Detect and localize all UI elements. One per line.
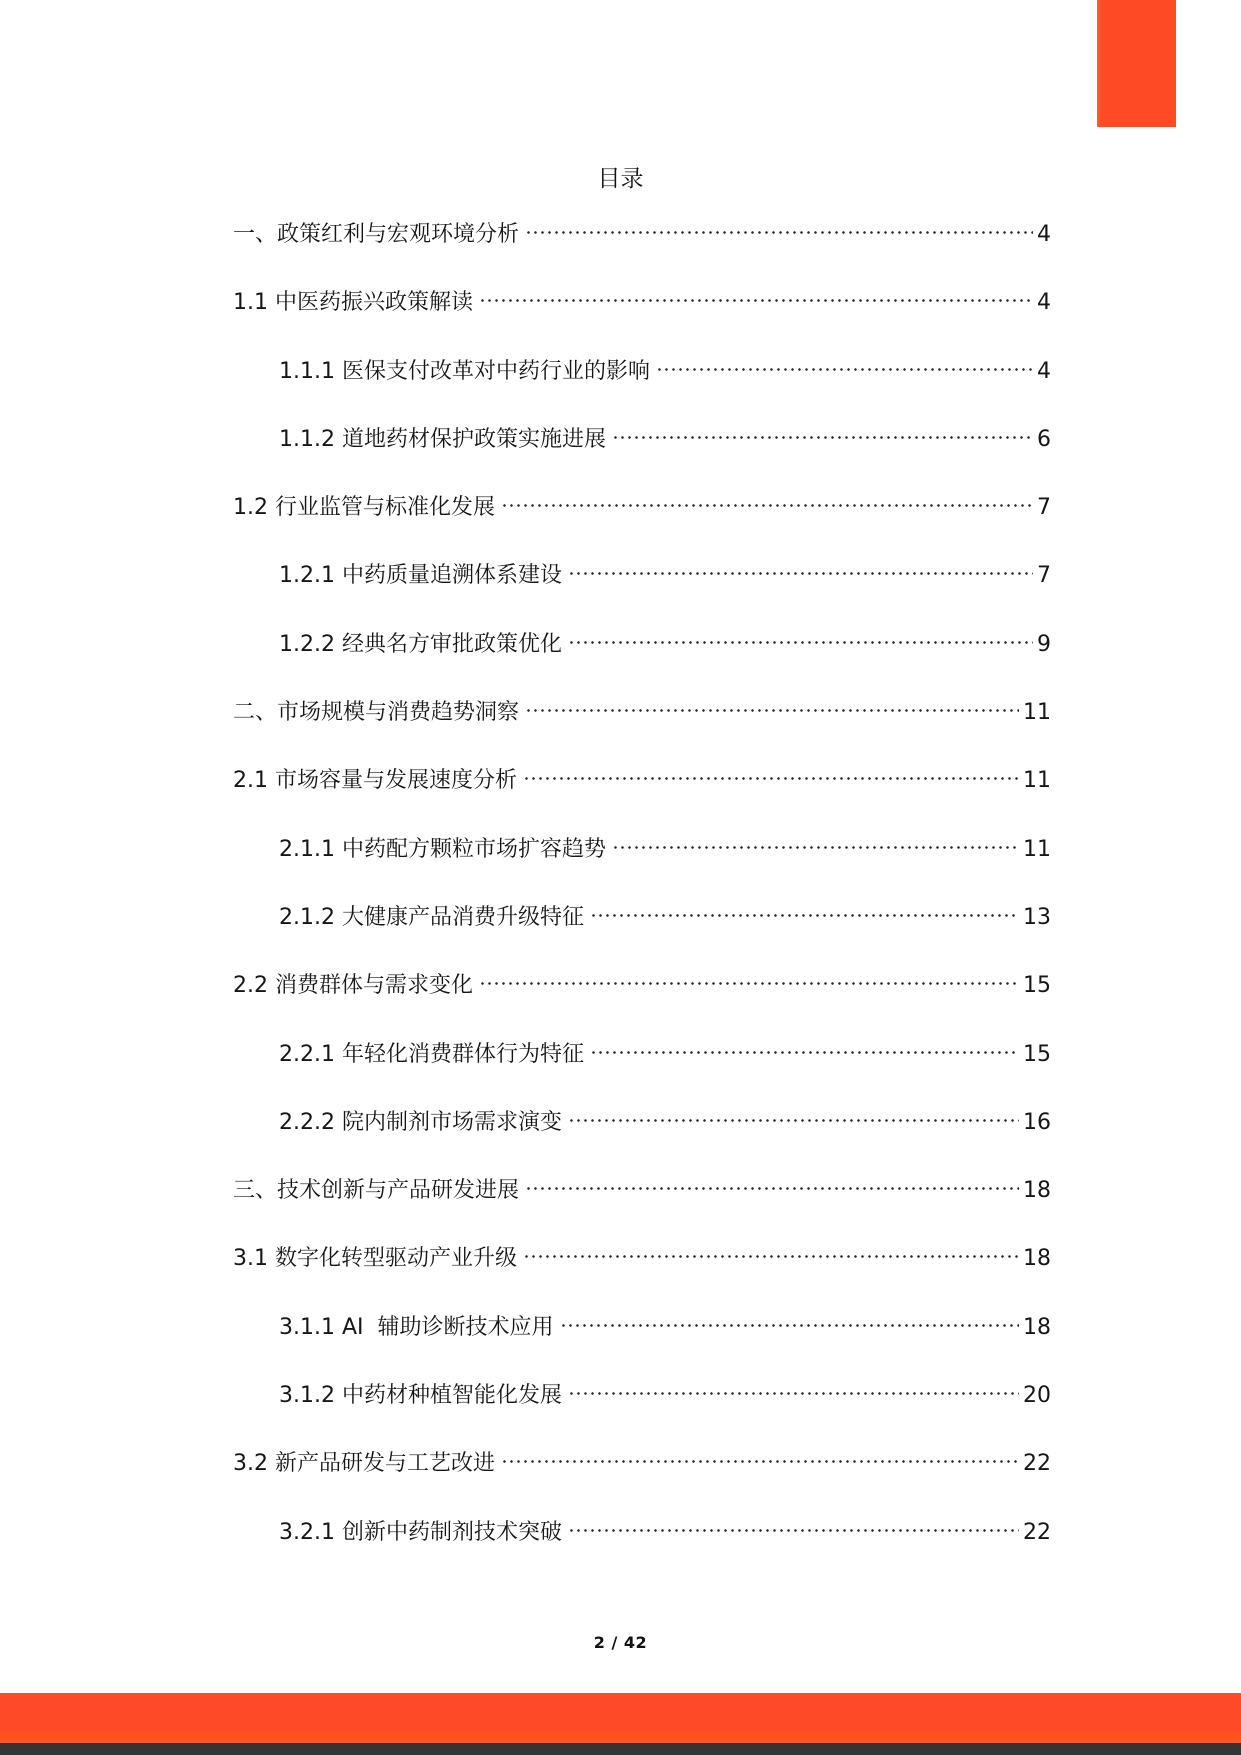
toc-entry-label: 二、市场规模与消费趋势洞察	[233, 700, 520, 726]
toc-entry-label: 三、技术创新与产品研发进展	[233, 1178, 520, 1204]
toc-entry[interactable]	[233, 689, 1051, 757]
dot-leader	[525, 1167, 1019, 1197]
toc-entry[interactable]	[233, 348, 1051, 416]
toc-entry-page: 22	[1023, 1451, 1051, 1477]
page-number: 2 / 42	[593, 1633, 648, 1652]
toc-entry[interactable]	[233, 416, 1051, 484]
toc-entry-page: 18	[1023, 1314, 1051, 1340]
toc-entry-page: 11	[1023, 768, 1051, 794]
toc-entry[interactable]	[233, 552, 1051, 620]
dot-leader	[568, 1509, 1019, 1539]
toc-entry-label: 3.2 新产品研发与工艺改进	[233, 1451, 495, 1477]
toc-entry-label: 2.1.2 大健康产品消费升级特征	[279, 904, 584, 930]
dot-leader	[568, 1099, 1019, 1129]
toc-entry-label: 2.1 市场容量与发展速度分析	[233, 768, 517, 794]
toc-entry-page: 7	[1037, 563, 1051, 589]
toc-entry[interactable]	[233, 1235, 1051, 1303]
toc-entry[interactable]	[233, 1440, 1051, 1508]
toc-entry[interactable]	[233, 757, 1051, 825]
toc-entry[interactable]	[233, 826, 1051, 894]
toc-entry-label: 一、政策红利与宏观环境分析	[233, 222, 520, 247]
toc-entry-label: 1.2.1 中药质量追溯体系建设	[279, 563, 562, 589]
toc-entry[interactable]	[233, 1031, 1051, 1099]
dot-leader	[501, 1440, 1019, 1470]
toc-entry-page: 22	[1023, 1519, 1051, 1545]
dot-leader	[479, 962, 1019, 992]
dot-leader	[523, 1235, 1019, 1265]
toc-entry-page: 13	[1023, 904, 1051, 930]
toc-entry-label: 2.2 消费群体与需求变化	[233, 973, 473, 999]
toc-entry-page: 18	[1023, 1178, 1051, 1204]
toc-entry[interactable]	[233, 1372, 1051, 1440]
dot-leader	[612, 826, 1019, 856]
toc-entry-label: 1.1 中医药振兴政策解读	[233, 290, 473, 316]
toc-entry-label: 1.1.1 医保支付改革对中药行业的影响	[279, 358, 650, 384]
dot-leader	[568, 621, 1033, 651]
table-of-contents	[233, 211, 1051, 1577]
toc-entry-page: 9	[1037, 631, 1051, 657]
dot-leader	[479, 279, 1033, 309]
toc-entry[interactable]	[233, 279, 1051, 347]
toc-entry-page: 16	[1023, 1109, 1051, 1135]
toc-entry-label: 1.2 行业监管与标准化发展	[233, 495, 495, 521]
toc-entry[interactable]	[233, 894, 1051, 962]
toc-entry-page: 15	[1023, 1041, 1051, 1067]
dot-leader	[656, 348, 1033, 378]
toc-entry[interactable]	[233, 1509, 1051, 1577]
dot-leader	[612, 416, 1033, 446]
toc-entry-page: 20	[1023, 1383, 1051, 1409]
toc-entry[interactable]	[233, 1099, 1051, 1167]
toc-entry-label: 2.1.1 中药配方颗粒市场扩容趋势	[279, 836, 606, 862]
dot-leader	[590, 894, 1019, 924]
dot-leader	[568, 1372, 1019, 1402]
toc-entry-label: 2.2.2 院内制剂市场需求演变	[279, 1109, 562, 1135]
dot-leader	[525, 211, 1033, 241]
toc-entry-page: 11	[1023, 700, 1051, 726]
dot-leader	[568, 552, 1033, 582]
toc-entry-label: 3.1 数字化转型驱动产业升级	[233, 1246, 517, 1272]
toc-entry-page: 11	[1023, 836, 1051, 862]
dot-leader	[590, 1031, 1019, 1061]
toc-title: 目录	[597, 166, 644, 192]
dot-leader	[560, 1304, 1020, 1334]
dot-leader	[525, 689, 1019, 719]
toc-entry-page: 4	[1037, 222, 1051, 247]
toc-entry-label: 1.2.2 经典名方审批政策优化	[279, 631, 562, 657]
toc-entry-page: 7	[1037, 495, 1051, 521]
toc-entry-page: 4	[1037, 358, 1051, 384]
footer-accent-band	[0, 1693, 1241, 1743]
toc-entry[interactable]	[233, 211, 1051, 279]
toc-entry-label: 2.2.1 年轻化消费群体行为特征	[279, 1041, 584, 1067]
top-accent-bar	[1097, 0, 1176, 127]
toc-entry[interactable]	[233, 1304, 1051, 1372]
toc-entry[interactable]	[233, 484, 1051, 552]
toc-entry[interactable]	[233, 962, 1051, 1030]
toc-entry-label: 1.1.2 道地药材保护政策实施进展	[279, 426, 606, 452]
toc-entry-label: 3.2.1 创新中药制剂技术突破	[279, 1519, 562, 1545]
toc-entry-label: 3.1.2 中药材种植智能化发展	[279, 1383, 562, 1409]
toc-entry-page: 15	[1023, 973, 1051, 999]
toc-entry-page: 4	[1037, 290, 1051, 316]
dot-leader	[523, 757, 1019, 787]
toc-entry-page: 6	[1037, 426, 1051, 452]
dot-leader	[501, 484, 1033, 514]
toc-entry-label: 3.1.1 AI 辅助诊断技术应用	[279, 1314, 554, 1340]
toc-entry-page: 18	[1023, 1246, 1051, 1272]
toc-entry[interactable]	[233, 1167, 1051, 1235]
toc-entry[interactable]	[233, 621, 1051, 689]
footer-dark-strip	[0, 1743, 1241, 1755]
